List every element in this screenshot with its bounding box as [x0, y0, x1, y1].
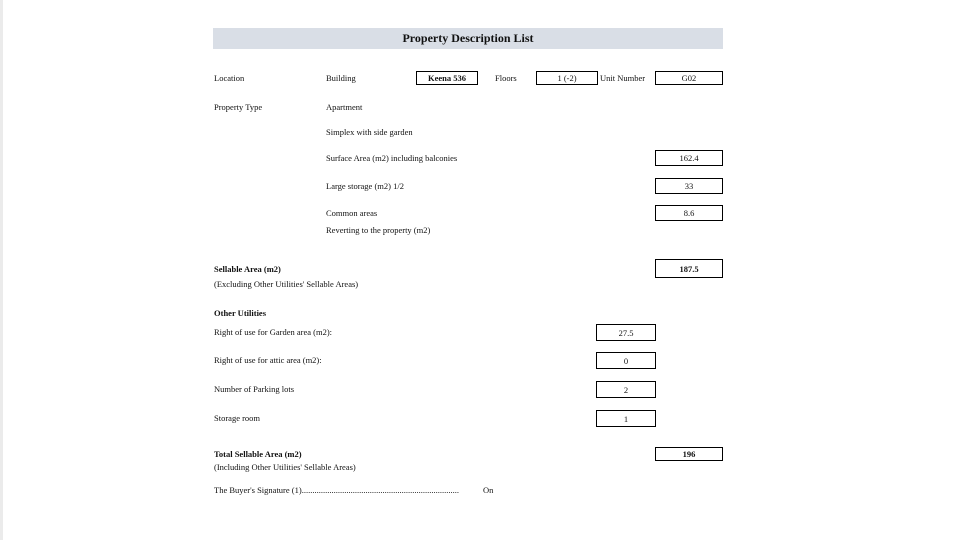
attic-label: Right of use for attic area (m2): — [214, 355, 322, 365]
large-storage-field[interactable]: 33 — [655, 178, 723, 194]
unit-number-label: Unit Number — [600, 73, 646, 83]
parking-field[interactable]: 2 — [596, 381, 656, 398]
attic-field[interactable]: 0 — [596, 352, 656, 369]
sellable-area-label: Sellable Area (m2) — [214, 264, 281, 274]
property-subtype: Simplex with side garden — [326, 127, 413, 137]
parking-label: Number of Parking lots — [214, 384, 295, 394]
sellable-area-sublabel: (Excluding Other Utilities' Sellable Areas) — [214, 279, 359, 289]
surface-area-label: Surface Area (m2) including balconies — [326, 153, 458, 163]
property-type-value: Apartment — [326, 102, 363, 112]
building-field[interactable]: Keena 536 — [416, 71, 478, 85]
floors-field[interactable]: 1 (-2) — [536, 71, 598, 85]
total-sellable-label: Total Sellable Area (m2) — [214, 449, 302, 459]
floors-label: Floors — [495, 73, 517, 83]
total-sellable-sublabel: (Including Other Utilities' Sellable Areas) — [214, 462, 356, 472]
page-title: Property Description List — [402, 31, 534, 45]
storage-room-field[interactable]: 1 — [596, 410, 656, 427]
buyer-signature-line: The Buyer's Signature (1).......................................................................... — [214, 485, 459, 495]
building-label: Building — [326, 73, 356, 83]
property-type-label: Property Type — [214, 102, 263, 112]
storage-room-label: Storage room — [214, 413, 261, 423]
location-label: Location — [214, 73, 245, 83]
title-bar — [213, 28, 723, 49]
surface-area-field[interactable]: 162.4 — [655, 150, 723, 166]
common-areas-label: Common areas — [326, 208, 378, 218]
sellable-area-field[interactable]: 187.5 — [655, 259, 723, 278]
unit-number-field[interactable]: G02 — [655, 71, 723, 85]
other-utilities-heading: Other Utilities — [214, 308, 267, 318]
signature-on-label: On — [483, 485, 494, 495]
garden-field[interactable]: 27.5 — [596, 324, 656, 341]
page-edge — [0, 0, 3, 540]
common-areas-field[interactable]: 8.6 — [655, 205, 723, 221]
garden-label: Right of use for Garden area (m2): — [214, 327, 333, 337]
total-sellable-field[interactable]: 196 — [655, 447, 723, 461]
large-storage-label: Large storage (m2) 1/2 — [326, 181, 404, 191]
reverting-label: Reverting to the property (m2) — [326, 225, 431, 235]
